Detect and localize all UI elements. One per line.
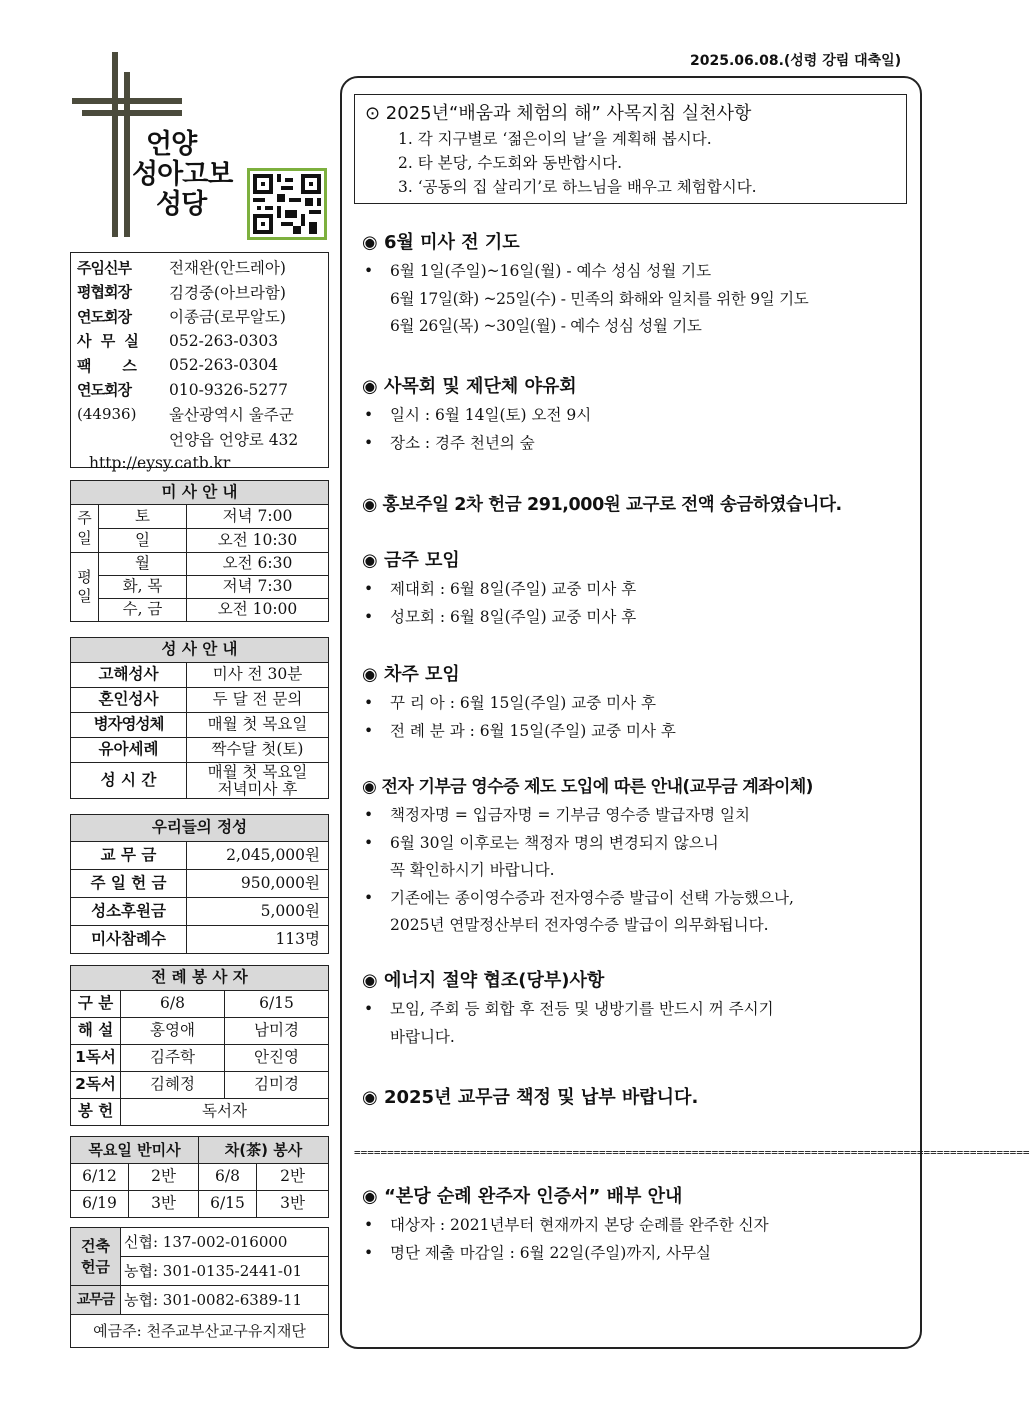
bullet-text: 일시 : 6월 14일(토) 오전 9시 [390,406,592,424]
bullet-text: 꾸 리 아 : 6월 15일(주일) 교중 미사 후 [390,694,656,712]
bullet-text: 꼭 확인하시기 바랍니다. [390,861,555,879]
bullet-text: 2025년 연말정산부터 전자영수증 발급이 의무화됩니다. [390,916,769,934]
section-title: ◉ “본당 순례 완주자 인증서” 배부 안내 [362,1186,683,1207]
announcement-section [362,1083,922,1113]
bullet-text: 6월 30일 이후로는 책정자 명의 변경되지 않으니 [390,833,719,852]
bullet-line [362,885,922,913]
theme-title: ⊙ 2025년“배움과 체험의 해” 사목지침 실천사항 [365,103,752,124]
bullet-line [362,912,922,940]
announcement-section [362,1182,922,1267]
offering-table: 우리들의 정성 교 무 금 2,045,000원 주 일 헌 금 950,000원 성소후원금 5,000원 미사참례수 113명 [70,814,329,954]
bullet-text: 제대회 : 6월 8일(주일) 교중 미사 후 [390,580,637,598]
theme-item: 3. ‘공동의 집 살리기’로 하느님을 배우고 체험합시다. [398,178,757,196]
bullet-text: 전 례 분 과 : 6월 15일(주일) 교중 미사 후 [390,721,676,740]
liturgy-servers-table: 전 례 봉 사 자 구 분 6/8 6/15 해 설 홍영애 남미경 1독서 김주학 안진영 2독서 김혜정 김미경 봉 헌 독서자 [70,965,329,1126]
bullet-text: 성모회 : 6월 8일(주일) 교중 미사 후 [390,607,637,626]
parish-info: 주임신부 전재완(안드레아) 평협회장 김경중(아브라함) 연도회장 이종금(로무알도) 사 무 실 052-263-0303 팩 스 052-263-0304 연도회장 010-9326-5277 (44936) 울산광역시 울주군 언양읍 언양로 432 http://eysy.catb.kr [70,252,329,468]
bank-accounts-table: 건축헌금 신협: 137-002-016000 농협: 301-0135-2441-01 교무금 농협: 301-0082-6389-11 예금주: 천주교부산교구유지재단 [70,1227,329,1348]
bullet-line [362,996,922,1024]
qr-code [247,168,327,240]
bullet-line [362,604,922,632]
bullet-text: 책정자명 = 입금자명 = 기부금 영수증 발급자명 일치 [390,806,750,824]
bullet-text: 대상자 : 2021년부터 현재까지 본당 순례를 완주한 신자 [390,1216,769,1234]
parish-name: 언양 성아고보 성당 [132,129,233,220]
bullet-icon: • [364,806,374,824]
bullet-line [362,576,922,604]
bullet-icon: • [364,580,374,598]
bullet-line [362,258,922,286]
bullet-line [362,313,922,341]
section-title: ◉ 금주 모임 [362,550,460,571]
section-title: ◉ 2025년 교무금 책정 및 납부 바랍니다. [362,1087,699,1108]
bullet-line [362,690,922,718]
section-title: ◉ 전자 기부금 영수증 제도 도입에 따른 안내(교무금 계좌이체) [362,777,813,797]
bullet-line [362,1024,922,1052]
bullet-line [362,802,922,830]
bullet-line [362,830,922,858]
section-title: ◉ 6월 미사 전 기도 [362,232,520,253]
bullet-line [362,286,922,314]
bullet-icon: • [364,888,374,907]
bullet-text: 장소 : 경주 천년의 숲 [390,433,535,452]
bullet-line [362,1212,922,1240]
announcement-section [362,372,922,457]
announcement-section [362,546,922,631]
section-title: ◉ 에너지 절약 협조(당부)사항 [362,970,605,991]
announcement-section [362,490,922,520]
bullet-line [362,857,922,885]
bullet-text: 6월 26일(목) ~30일(월) - 예수 성심 성월 기도 [390,317,702,335]
theme-item: 1. 각 지구별로 ‘젊은이의 날’을 계획해 봅시다. [398,130,712,148]
announcement-section [362,772,922,940]
mass-schedule-table: 미 사 안 내 주일 토 저녁 7:00 일 오전 10:30 평일 월 오전 6:30 화, 목 저녁 7:30 수, 금 오전 10:00 [70,480,329,622]
thursday-tea-table: 목요일 반미사 차(茶) 봉사 6/12 2반 6/8 2반 6/19 3반 6/15 3반 [70,1136,329,1218]
bullet-icon: • [364,607,374,626]
pastoral-theme-box [354,94,907,204]
announcement-section [362,966,922,1051]
bullet-icon: • [364,833,374,852]
bulletin-date: 2025.06.08.(성령 강림 대축일) [690,53,902,69]
bullet-icon: • [364,694,374,712]
bullet-icon: • [364,1243,374,1262]
bullet-text: 기존에는 종이영수증과 전자영수증 발급이 선택 가능했으나, [390,888,794,907]
bullet-line [362,718,922,746]
bullet-icon: • [364,262,374,280]
bullet-line [362,402,922,430]
sacrament-table: 성 사 안 내 고해성사 미사 전 30분 혼인성사 두 달 전 문의 병자영성체 매월 첫 목요일 유아세례 짝수달 첫(토) 성 시 간 매월 첫 목요일 저녁미사 후 [70,637,329,799]
section-divider: ====================================================================================================== [354,1146,1030,1159]
bullet-line [362,430,922,458]
bullet-line [362,1240,922,1268]
section-title: ◉ 차주 모임 [362,664,460,685]
bullet-icon: • [364,721,374,740]
bullet-text: 명단 제출 마감일 : 6월 22일(주일)까지, 사무실 [390,1243,711,1262]
theme-item: 2. 타 본당, 수도회와 동반합시다. [398,154,623,172]
bullet-text: 바랍니다. [390,1027,455,1046]
announcement-section [362,228,922,341]
bullet-icon: • [364,433,374,452]
bullet-text: 모임, 주회 등 회합 후 전등 및 냉방기를 반드시 꺼 주시기 [390,1000,774,1018]
bullet-icon: • [364,1216,374,1234]
bullet-icon: • [364,406,374,424]
parish-website-link[interactable]: http://eysy.catb.kr [89,454,231,473]
bullet-icon: • [364,1000,374,1018]
section-title: ◉ 사목회 및 제단체 야유회 [362,376,577,397]
bullet-text: 6월 1일(주일)~16일(월) - 예수 성심 성월 기도 [390,262,712,280]
bullet-text: 6월 17일(화) ~25일(수) - 민족의 화해와 일치를 위한 9일 기도 [390,289,809,308]
section-title: ◉ 홍보주일 2차 헌금 291,000원 교구로 전액 송금하였습니다. [362,495,842,515]
parish-logo [72,52,332,242]
announcement-section [362,660,922,745]
